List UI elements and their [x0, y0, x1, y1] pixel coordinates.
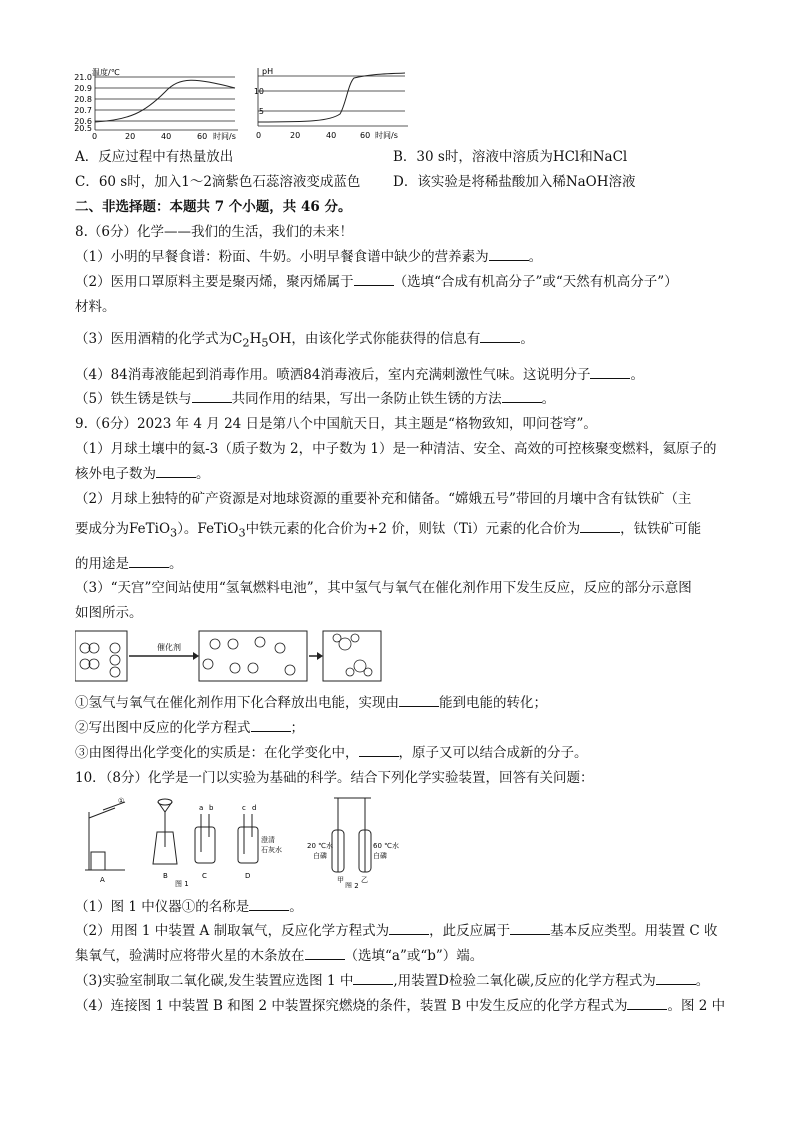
q8-title: 8.（6分）化学——我们的生活，我们的未来！: [75, 224, 353, 240]
q7-option-b: B．30 s时，溶液中溶质为HCl和NaCl: [393, 149, 628, 165]
text: （1）图 1 中仪器①的名称是: [75, 899, 250, 915]
text: 的用途是: [75, 556, 129, 572]
answer-blank: [305, 947, 345, 960]
section-heading: 二、非选择题：本题共 7 个小题，共 46 分。: [75, 199, 352, 215]
text: （5）铁生锈是铁与: [75, 391, 192, 407]
q7-option-d: D．该实验是将稀盐酸加入稀NaOH溶液: [393, 174, 636, 190]
q9-part2-cont: [75, 520, 701, 543]
text: 。: [630, 367, 644, 383]
text: 。: [520, 331, 534, 347]
text: ，钛铁矿可能: [620, 521, 702, 537]
apparatus-figure: [75, 792, 405, 888]
label-A: A: [100, 876, 105, 884]
q10-part3: [75, 972, 709, 990]
text: （选填“合成有机高分子”或“天然有机高分子”）: [393, 274, 678, 290]
ytick: 21.0: [74, 73, 92, 82]
label-C: C: [202, 872, 207, 880]
label-limewater: 澄清: [261, 836, 275, 844]
text: 。: [196, 466, 210, 482]
q9-part3: （3）“天宫”空间站使用“氢氧燃料电池”，其中氢气与氧气在催化剂作用下发生反应，反应的部分示意图: [75, 580, 692, 596]
xlabel: 时间/s: [375, 131, 398, 140]
ph-graph: [250, 64, 420, 142]
reaction-diagram: [75, 628, 395, 686]
text: 。: [695, 973, 710, 989]
answer-blank: [502, 390, 542, 403]
xlabel: 时间/s: [213, 132, 236, 141]
label-jia: 甲: [337, 876, 344, 884]
text: OH，由该化学式你能获得的信息有: [268, 331, 481, 347]
text: （1）小明的早餐食谱：粉面、牛奶。小明早餐食谱中缺少的营养素为: [75, 249, 489, 265]
text: （2）医用口罩原料主要是聚丙烯，聚丙烯属于: [75, 274, 354, 290]
text: 共同作用的结果，写出一条防止铁生锈的方法: [231, 391, 502, 407]
answer-blank: [627, 997, 667, 1010]
ytick: 20.7: [74, 106, 92, 115]
text: （2）用图 1 中装置 A 制取氧气，反应化学方程式为: [75, 923, 390, 939]
q8-part2: [75, 273, 678, 291]
label-whitephos: 白磷: [373, 852, 387, 860]
q7-option-a: A．反应过程中有热量放出: [75, 149, 234, 165]
text: ,用装置D检验二氧化碳,反应的化学方程式为: [393, 973, 656, 989]
text: 能到电能的转化；: [439, 695, 547, 711]
xtick: 20: [125, 132, 136, 141]
subscript: 5: [261, 336, 269, 350]
q8-part2-cont: 材料。: [75, 299, 116, 315]
ytick: 20.8: [74, 95, 92, 104]
label-c: c: [242, 804, 246, 812]
answer-blank: [580, 520, 620, 533]
q8-part4: [75, 366, 644, 384]
text: ；: [290, 720, 304, 736]
text: 。图 2 中: [667, 998, 726, 1014]
xtick: 40: [161, 132, 172, 141]
label-yi: 乙: [361, 876, 368, 884]
label-n1: ①: [118, 797, 125, 805]
text: （3）医用酒精的化学式为C: [75, 331, 243, 347]
subscript: 3: [170, 526, 178, 540]
answer-blank: [129, 555, 169, 568]
text: ，此反应属于: [429, 923, 511, 939]
text: ①氢气与氧气在催化剂作用下化合释放出电能，实现由: [75, 695, 399, 711]
xtick: 20: [290, 131, 301, 140]
answer-blank: [399, 694, 439, 707]
answer-blank: [480, 330, 520, 343]
text: 。: [541, 391, 556, 407]
ytick: 20.5: [74, 124, 92, 133]
text: H: [249, 331, 262, 347]
label-20c: 20 ℃水: [307, 842, 333, 850]
subscript: 2: [242, 336, 250, 350]
q9-title: 9.（6分）2023 年 4 月 24 日是第八个中国航天日，其主题是“格物致知，叩问苍穹”。: [75, 416, 597, 432]
xtick: 40: [326, 131, 337, 140]
answer-blank: [156, 465, 196, 478]
answer-blank: [590, 366, 630, 379]
ytick: 5: [258, 107, 264, 116]
label-B: B: [163, 872, 168, 880]
q9-part2-use: [75, 555, 183, 573]
q8-part5: [75, 390, 555, 408]
catalyst-label: 催化剂: [157, 643, 181, 652]
answer-blank: [359, 744, 399, 757]
text: 核外电子数为: [75, 466, 156, 482]
q8-part1: [75, 248, 542, 266]
label-limewater: 石灰水: [261, 846, 282, 854]
q9-part2: （2）月球上独特的矿产资源是对地球资源的重要补充和储备。“嫦娥五号”带回的月壤中含有钛铁矿（主: [75, 491, 692, 507]
text: 基本反应类型。用装置 C 收: [550, 923, 718, 939]
ytick: 20.9: [74, 84, 92, 93]
q8-part3: [75, 330, 534, 353]
q9-part1-cont: [75, 465, 210, 483]
q10-part2: [75, 922, 718, 940]
xtick: 0: [256, 131, 262, 140]
label-60c: 60 ℃水: [373, 842, 399, 850]
label-d: d: [252, 804, 257, 812]
text: ②写出图中反应的化学方程式: [75, 720, 251, 736]
label-fig1: 图 1: [175, 880, 189, 888]
q10-part1: [75, 898, 303, 916]
label-D: D: [245, 872, 251, 880]
q9-part3-cont: 如图所示。: [75, 605, 143, 621]
answer-blank: [249, 898, 289, 911]
text: （4）连接图 1 中装置 B 和图 2 中装置探究燃烧的条件，装置 B 中发生反应的化学方程式为: [75, 998, 628, 1014]
text: 。: [169, 556, 183, 572]
text: （3)实验室制取二氧化碳,发生装置应选图 1 中: [75, 973, 354, 989]
text: 中铁元素的化合价为+2 价，则钛（Ti）元素的化合价为: [245, 521, 581, 537]
text: 集氧气，验满时应将带火星的木条放在: [75, 948, 305, 964]
xtick: 60: [360, 131, 371, 140]
answer-blank: [656, 972, 696, 985]
text: ）。FeTiO: [177, 521, 239, 537]
text: ，原子又可以结合成新的分子。: [398, 745, 588, 761]
text: 要成分为FeTiO: [75, 521, 171, 537]
text: （4）84消毒液能起到消毒作用。喷洒84消毒液后，室内充满刺激性气味。这说明分子: [75, 367, 591, 383]
subscript: 3: [238, 526, 246, 540]
label-b: b: [209, 804, 214, 812]
answer-blank: [389, 922, 429, 935]
xtick: 0: [92, 132, 98, 141]
ytick: 20.6: [74, 117, 92, 126]
ph-ylabel: pH: [262, 67, 274, 76]
q9-sub2: [75, 719, 304, 737]
q10-title: 10．（8分）化学是一门以实验为基础的科学。结合下列化学实验装置，回答有关问题：: [75, 770, 594, 786]
label-fig2: 图 2: [345, 882, 359, 888]
q10-part4: [75, 997, 725, 1015]
q10-part2-cont: [75, 947, 483, 965]
answer-blank: [192, 390, 232, 403]
answer-blank: [510, 922, 550, 935]
text: （选填“a”或“b”）端。: [344, 948, 484, 964]
temperature-graph: [70, 64, 245, 142]
text: 。: [528, 249, 543, 265]
temp-ylabel: 温度/℃: [92, 68, 120, 77]
q9-part1: （1）月球土壤中的氦-3（质子数为 2，中子数为 1）是一种清洁、安全、高效的可控核聚变燃料，氦原子的: [75, 441, 717, 457]
answer-blank: [489, 248, 529, 261]
text: 。: [289, 899, 303, 915]
text: ③由图得出化学变化的实质是：在化学变化中，: [75, 745, 359, 761]
answer-blank: [353, 972, 393, 985]
q7-option-c: C．60 s时，加入1～2滴紫色石蕊溶液变成蓝色: [75, 174, 361, 190]
q9-sub1: [75, 694, 547, 712]
label-a: a: [199, 804, 204, 812]
label-whitephos: 白磷: [313, 852, 327, 860]
answer-blank: [251, 719, 291, 732]
q9-sub3: [75, 744, 588, 762]
xtick: 60: [197, 132, 208, 141]
ytick: 10: [253, 87, 264, 96]
answer-blank: [354, 273, 394, 286]
